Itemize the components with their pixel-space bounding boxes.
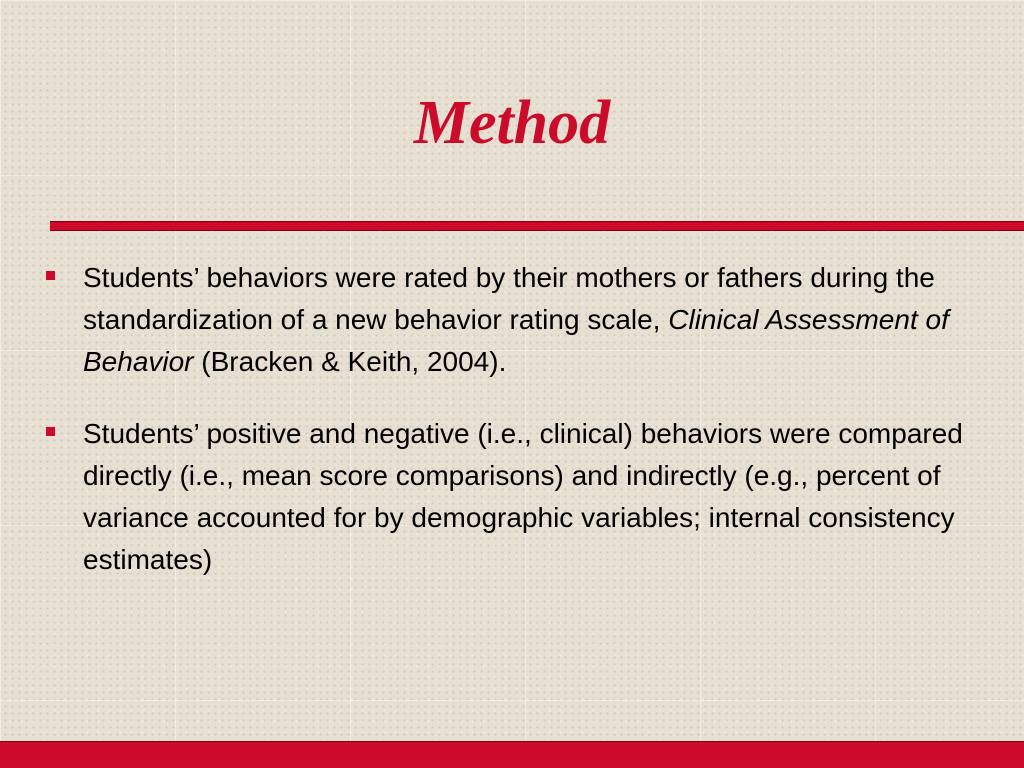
square-bullet-icon: [46, 271, 55, 280]
slide-title: Method: [413, 89, 611, 157]
bullet-text-citation: (Bracken & Keith, 2004).: [193, 346, 507, 377]
bullet-list: [44, 257, 994, 611]
bullet-item: [44, 413, 994, 581]
title-divider: [50, 221, 1024, 231]
scale-title: Clinical Assessment of Behavior: [83, 304, 949, 377]
bullet-text-start: Students’ behaviors were rated by their mothers or fathers during the standardization of a new behavior rating scale,: [83, 262, 935, 335]
bullet-text: Students’ positive and negative (i.e., clinical) behaviors were compared directly (i.e., mean score comparisons) and indirectly (e.g., percent of variance accounted for by demographic variables; internal consistency estimates): [83, 418, 963, 575]
square-bullet-icon: [46, 427, 55, 436]
footer-bar: [0, 741, 1024, 768]
bullet-item: [44, 257, 994, 383]
